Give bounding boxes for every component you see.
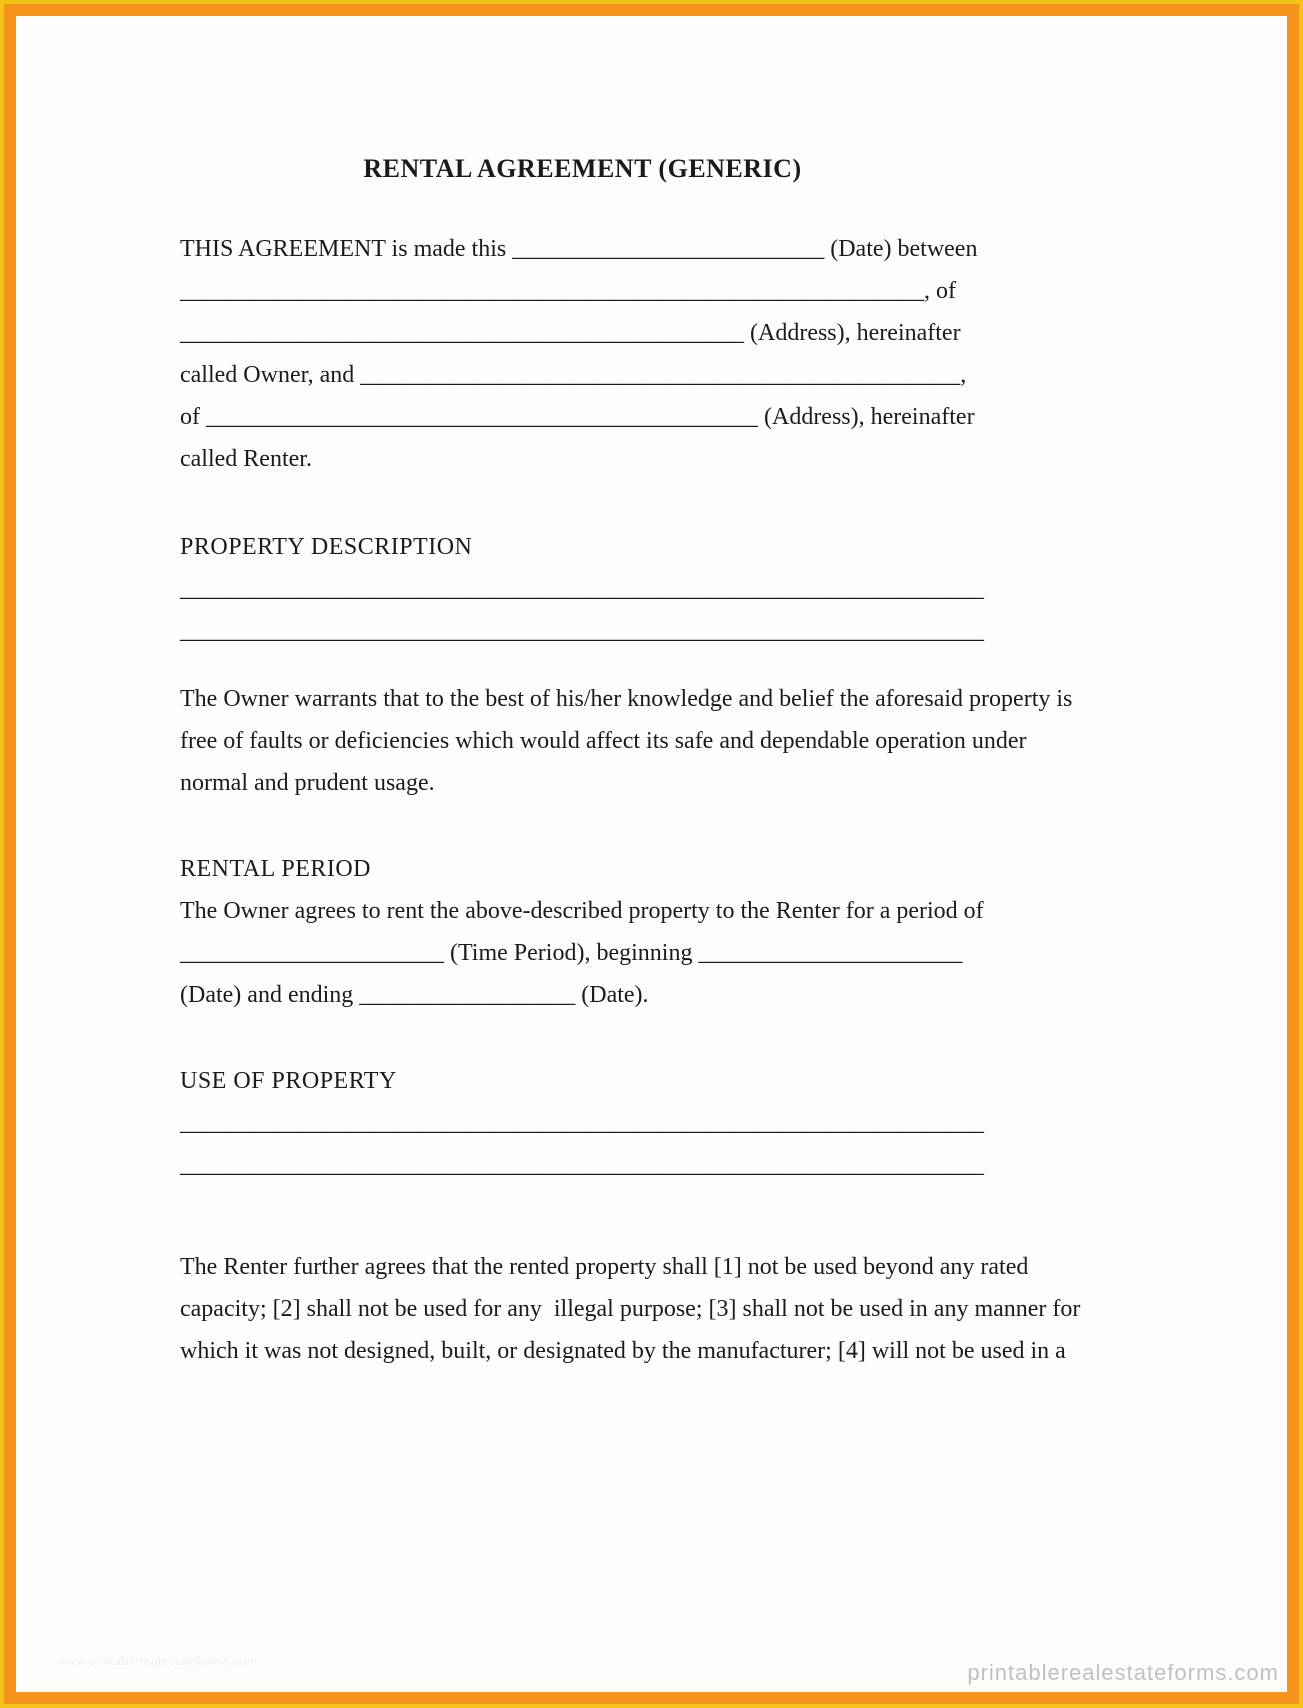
text-line: free of faults or deficiencies which would affect its safe and dependable operation under xyxy=(180,728,1027,754)
watermark-right: printablerealestateforms.com xyxy=(967,1660,1279,1685)
document-body xyxy=(180,148,1081,1372)
section-renter-agreement xyxy=(180,1246,1081,1372)
text-line: The Owner agrees to rent the above-described property to the Renter for a period of xyxy=(180,898,984,924)
text-line: capacity; [2] shall not be used for any illegal purpose; [3] shall not be used in any manner for xyxy=(180,1296,1081,1322)
section-warranty xyxy=(180,678,1073,804)
blank-line: ___________________________________________________________________ xyxy=(180,1110,984,1136)
section-intro xyxy=(180,228,1000,480)
section-use-of-property xyxy=(180,1060,1000,1186)
text-line: _______________________________________________ (Address), hereinafter xyxy=(180,320,961,346)
text-line: called Owner, and __________________________________________________, xyxy=(180,362,967,388)
text-line: ______________________________________________________________, of xyxy=(180,278,956,304)
text-line: ______________________ (Time Period), beginning ______________________ xyxy=(180,940,963,966)
blank-line: ___________________________________________________________________ xyxy=(180,618,984,644)
text-line: normal and prudent usage. xyxy=(180,770,435,796)
blank-line: ___________________________________________________________________ xyxy=(180,1152,984,1178)
section-rental-period xyxy=(180,848,1000,1016)
text-line: of ______________________________________________ (Address), hereinafter xyxy=(180,404,975,430)
text-line: (Date) and ending __________________ (Date). xyxy=(180,982,649,1008)
document-sheet xyxy=(4,4,1299,1704)
section-heading-use-of-property: USE OF PROPERTY xyxy=(180,1068,397,1094)
document-title: RENTAL AGREEMENT (GENERIC) xyxy=(363,154,802,183)
text-line: The Renter further agrees that the rented property shall [1] not be used beyond any rated xyxy=(180,1254,1029,1280)
text-line: which it was not designed, built, or designated by the manufacturer; [4] will not be used in a xyxy=(180,1338,1066,1364)
text-line: called Renter. xyxy=(180,446,312,472)
watermark-left: www.printablerealestateforms.com xyxy=(58,1654,258,1668)
text-line: THIS AGREEMENT is made this __________________________ (Date) between xyxy=(180,236,978,262)
blank-line: ___________________________________________________________________ xyxy=(180,576,984,602)
text-line: The Owner warrants that to the best of his/her knowledge and belief the aforesaid property is xyxy=(180,686,1073,712)
section-heading-property-description: PROPERTY DESCRIPTION xyxy=(180,534,473,560)
section-heading-rental-period: RENTAL PERIOD xyxy=(180,856,372,882)
section-property-description xyxy=(180,526,1000,652)
